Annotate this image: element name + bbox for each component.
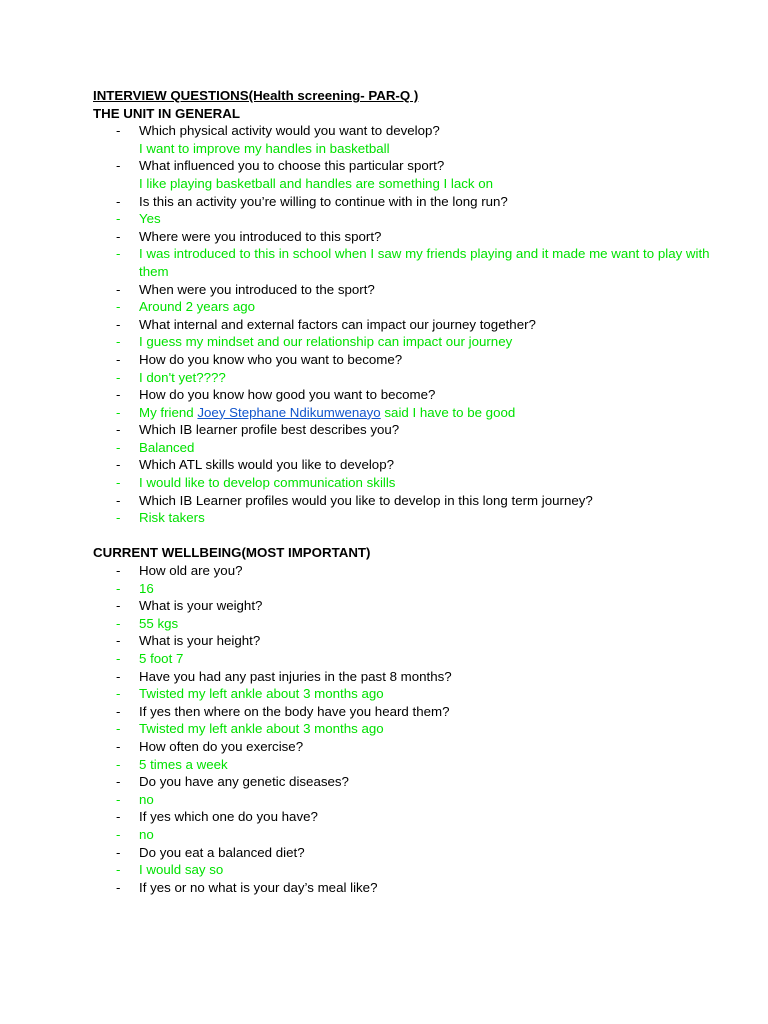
bullet-dash: - — [116, 422, 121, 438]
question-text: How do you know how good you want to become? — [139, 387, 436, 403]
question-text: Where were you introduced to this sport? — [139, 228, 382, 244]
question-text: If yes or no what is your day’s meal like? — [139, 879, 378, 895]
answer-item — [93, 861, 733, 879]
question-text: Is this an activity you’re willing to continue with in the long run? — [139, 193, 508, 209]
bullet-dash: - — [116, 580, 121, 596]
answer-text: I guess my mindset and our relationship can impact our journey — [139, 334, 513, 350]
answer-item — [93, 509, 733, 527]
question-item — [93, 122, 733, 140]
document-page — [93, 87, 733, 896]
bullet-dash: - — [116, 387, 121, 403]
bullet-dash: - — [116, 738, 121, 754]
question-item — [93, 316, 733, 334]
answer-item — [93, 369, 733, 387]
answer-text: no — [139, 826, 154, 842]
question-item — [93, 562, 733, 580]
bullet-dash: - — [116, 826, 121, 842]
bullet-dash: - — [116, 316, 121, 332]
bullet-dash: - — [116, 158, 121, 174]
question-item — [93, 703, 733, 721]
question-text: If yes which one do you have? — [139, 809, 318, 825]
answer-text: Yes — [139, 211, 161, 227]
bullet-dash: - — [116, 439, 121, 455]
bullet-dash: - — [116, 351, 121, 367]
section-heading: CURRENT WELLBEING(MOST IMPORTANT) — [93, 545, 371, 561]
answer-item — [93, 175, 733, 193]
answer-text: I would like to develop communication skills — [139, 475, 396, 491]
answer-item — [93, 439, 733, 457]
document-title: INTERVIEW QUESTIONS(Health screening- PAR-Q ) — [93, 88, 419, 103]
bullet-dash: - — [116, 633, 121, 649]
bullet-dash: - — [116, 334, 121, 350]
answer-item — [93, 826, 733, 844]
bullet-dash: - — [116, 510, 121, 526]
answer-item — [93, 685, 733, 703]
question-text: How do you know who you want to become? — [139, 351, 403, 367]
bullet-dash: - — [116, 228, 121, 244]
question-text: Which ATL skills would you like to develop? — [139, 457, 394, 473]
question-text: What internal and external factors can impact our journey together? — [139, 316, 536, 332]
section-spacer — [93, 527, 733, 545]
answer-item — [93, 756, 733, 774]
answer-text: I would say so — [139, 862, 224, 878]
answer-text: Twisted my left ankle about 3 months ago — [139, 686, 384, 702]
answer-item — [93, 404, 733, 422]
bullet-dash: - — [116, 492, 121, 508]
question-text: Do you eat a balanced diet? — [139, 844, 305, 860]
question-text: When were you introduced to the sport? — [139, 281, 375, 297]
question-item — [93, 386, 733, 404]
answer-text: 5 times a week — [139, 756, 228, 772]
question-text: How often do you exercise? — [139, 738, 304, 754]
question-text: Which IB Learner profiles would you like to develop in this long term journey? — [139, 492, 593, 508]
question-item — [93, 281, 733, 299]
answer-item — [93, 615, 733, 633]
bullet-dash: - — [116, 703, 121, 719]
question-item — [93, 773, 733, 791]
answer-item — [93, 791, 733, 809]
bullet-dash: - — [116, 211, 121, 227]
bullet-dash: - — [116, 756, 121, 772]
question-item — [93, 844, 733, 862]
bullet-dash: - — [116, 369, 121, 385]
question-item — [93, 193, 733, 211]
bullet-dash: - — [116, 668, 121, 684]
bullet-dash: - — [116, 651, 121, 666]
bullet-dash: - — [116, 879, 121, 895]
question-text: What influenced you to choose this particular sport? — [139, 158, 445, 174]
question-item — [93, 668, 733, 686]
question-text: Do you have any genetic diseases? — [139, 774, 349, 790]
answer-text: 16 — [139, 580, 154, 596]
answer-text: Risk takers — [139, 510, 205, 526]
bullet-dash: - — [116, 123, 121, 139]
answer-text: Around 2 years ago — [139, 299, 256, 315]
question-text: Have you had any past injuries in the past 8 months? — [139, 668, 452, 684]
answer-text: 5 foot 7 — [139, 651, 184, 666]
answer-item — [93, 298, 733, 316]
question-item — [93, 632, 733, 650]
answer-item — [93, 580, 733, 598]
bullet-dash: - — [116, 563, 121, 579]
question-item — [93, 157, 733, 175]
bullet-dash: - — [116, 844, 121, 860]
question-item — [93, 738, 733, 756]
answer-text: I like playing basketball and handles are something I lack on — [139, 175, 494, 191]
bullet-dash: - — [116, 615, 121, 631]
bullet-dash: - — [116, 791, 121, 807]
bullet-dash: - — [116, 246, 121, 262]
answer-text: I was introduced to this in school when I saw my friends playing and it made me want to play with them — [139, 246, 710, 279]
bullet-dash: - — [116, 299, 121, 315]
bullet-dash: - — [116, 721, 121, 737]
question-text: If yes then where on the body have you heard them? — [139, 703, 450, 719]
question-item — [93, 879, 733, 897]
answer-text-part: My friend — [139, 404, 198, 420]
answer-text: 55 kgs — [139, 615, 179, 631]
bullet-dash: - — [116, 686, 121, 702]
answer-text — [139, 405, 515, 420]
question-item — [93, 808, 733, 826]
bullet-dash: - — [116, 862, 121, 878]
bullet-dash: - — [116, 457, 121, 473]
question-item — [93, 228, 733, 246]
question-item — [93, 492, 733, 510]
question-text: What is your weight? — [139, 598, 263, 614]
question-item — [93, 351, 733, 369]
question-text: Which physical activity would you want to develop? — [139, 123, 440, 139]
answer-text: Twisted my left ankle about 3 months ago — [139, 721, 384, 737]
bullet-dash: - — [116, 809, 121, 825]
question-text: Which IB learner profile best describes you? — [139, 422, 400, 438]
answer-text: Balanced — [139, 439, 195, 455]
answer-item — [93, 333, 733, 351]
question-item — [93, 421, 733, 439]
friend-name-link[interactable]: Joey Stephane Ndikumwenayo — [197, 404, 381, 420]
bullet-dash: - — [116, 598, 121, 614]
bullet-dash: - — [116, 404, 121, 420]
bullet-dash: - — [116, 281, 121, 297]
sections-container — [93, 105, 733, 897]
question-item — [93, 456, 733, 474]
answer-item — [93, 720, 733, 738]
section-heading: THE UNIT IN GENERAL — [93, 105, 241, 121]
answer-text: no — [139, 791, 154, 807]
question-text: What is your height? — [139, 633, 261, 649]
question-item — [93, 597, 733, 615]
answer-item — [93, 210, 733, 228]
answer-item — [93, 474, 733, 492]
answer-item — [93, 245, 733, 280]
answer-text: I don't yet???? — [139, 369, 226, 385]
answer-item — [93, 140, 733, 158]
question-text: How old are you? — [139, 563, 243, 579]
bullet-dash: - — [116, 774, 121, 790]
answer-text: I want to improve my handles in basketball — [139, 140, 390, 156]
bullet-dash: - — [116, 193, 121, 209]
answer-item — [93, 650, 733, 668]
answer-text-part: said I have to be good — [380, 404, 516, 420]
bullet-dash: - — [116, 475, 121, 491]
